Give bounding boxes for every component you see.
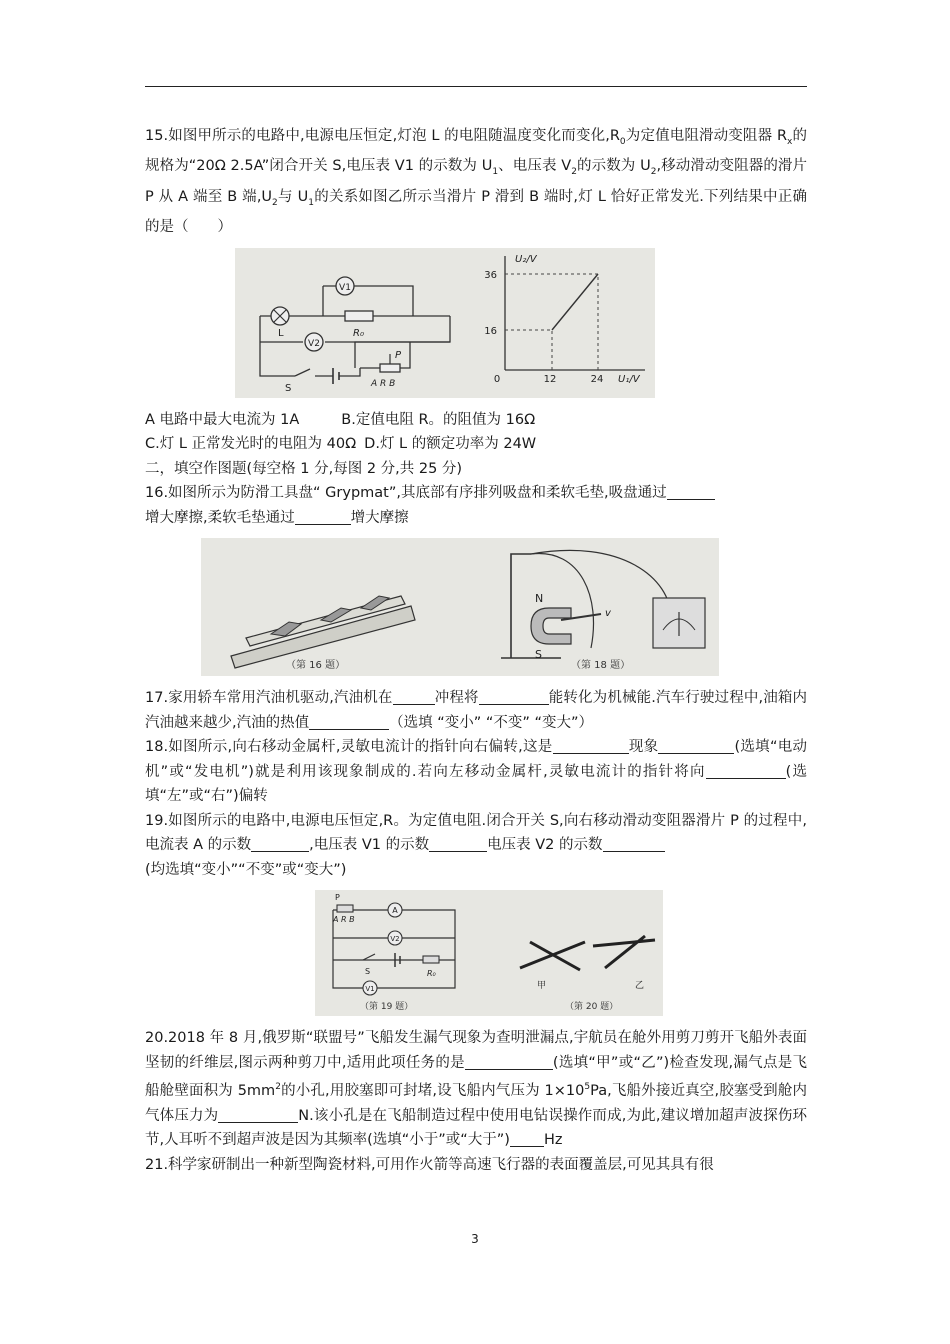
- v2-label: V2: [308, 338, 320, 349]
- rheostat-19-icon: [337, 905, 353, 912]
- guide-16-12: [505, 330, 552, 370]
- blank-18-1[interactable]: [553, 736, 629, 754]
- question-18: 18.如图所示,向右移动金属杆,灵敏电流计的指针向右偏转,这是 现象 (选填“电动机”或“发电机”)就是利用该现象制成的.若向左移动金属杆,灵敏电流计的指针将向 (选填“左”或“右”)偏转: [145, 735, 807, 809]
- r0-label: R₀: [353, 327, 364, 339]
- blank-16-1[interactable]: [667, 482, 715, 500]
- arb-label: A R B: [371, 378, 396, 389]
- blank-20-3[interactable]: [510, 1129, 544, 1147]
- q15-options-row-2: [145, 432, 807, 457]
- option-d: D.灯 L 的额定功率为 24W: [364, 436, 537, 453]
- lamp-label: L: [278, 327, 284, 339]
- option-c: C.灯 L 正常发光时的电阻为 40Ω: [145, 436, 357, 453]
- blank-20-1[interactable]: [465, 1052, 553, 1070]
- caption-19: （第 19 题）: [360, 1002, 414, 1013]
- x-tick-12: 12: [543, 373, 557, 385]
- y-tick-36: 36: [484, 269, 497, 281]
- figure-19-20-svg: [315, 890, 663, 1016]
- question-16: 16.如图所示为防滑工具盘“ Grypmat”,其底部有序排列吸盘和柔软毛垫,吸盘通过 增大摩擦,柔软毛垫通过 增大摩擦: [145, 481, 807, 530]
- resistor-r0-icon: [345, 311, 373, 321]
- velocity-label: v: [605, 608, 611, 620]
- switch-label: S: [285, 382, 292, 394]
- question-19: 19.如图所示的电路中,电源电压恒定,R。为定值电阻.闭合开关 S,向右移动滑动变阻器滑片 P 的过程中,电流表 A 的示数 ,电压表 V1 的示数 电压表 V2 的示数 (均选填“变小”“不变”或“变大”): [145, 812, 807, 878]
- page-content: [145, 124, 807, 1177]
- x-tick-0: 0: [493, 373, 501, 385]
- resistor-19-r0-icon: [423, 956, 439, 963]
- figure-16-18-svg: [201, 538, 719, 676]
- v1-label: V1: [339, 282, 351, 293]
- p-label: P: [395, 349, 402, 361]
- figure-15-svg: [235, 248, 655, 398]
- section-2-heading: 二，填空作图题(每空格 1 分,每图 2 分,共 25 分): [145, 460, 463, 477]
- blank-17-2[interactable]: [479, 687, 549, 705]
- blank-19-3[interactable]: [603, 834, 665, 852]
- scissors-jia-icon: [520, 942, 585, 970]
- question-17: 17.家用轿车常用汽油机驱动,汽油机在 冲程将 能转化为机械能.汽车行驶过程中,油箱内汽油越来越少,汽油的热值 （选填 “变小” “不变” “变大”）: [145, 686, 807, 735]
- u-magnet-icon: [531, 608, 571, 644]
- scissors-yi-label: 乙: [635, 981, 645, 992]
- caption-16: （第 16 题）: [286, 660, 346, 672]
- x-axis-label: U₁/V: [618, 373, 640, 385]
- ammeter-label: A: [392, 906, 398, 916]
- r0-19-label: R₀: [427, 969, 436, 979]
- blank-20-2[interactable]: [218, 1105, 298, 1123]
- question-21: 21.科学家研制出一种新型陶瓷材料,可用作火箭等高速飞行器的表面覆盖层,可见其具有很: [145, 1156, 714, 1173]
- scissors-yi-icon: [593, 936, 655, 968]
- y-tick-16: 16: [484, 325, 497, 337]
- rheostat-icon: [380, 364, 400, 372]
- caption-18: （第 18 题）: [571, 660, 631, 672]
- page-number: 3: [471, 1232, 479, 1246]
- scissors-jia-label: 甲: [537, 981, 547, 992]
- magnet-s-label: S: [535, 648, 542, 662]
- v2-19-label: V2: [390, 935, 400, 944]
- question-20: 20.2018 年 8 月,俄罗斯“联盟号”飞船发生漏气现象为查明泄漏点,宇航员在舱外用剪刀剪开飞船外表面坚韧的纤维层,图示两种剪刀中,适用此项任务的是 (选填“甲”或“乙”)检查发现,漏气点是飞船舱壁面积为 $5mm^2$的小孔,用胶塞即可封堵,设飞船内气压为 $1\times 10^5Pa$,飞船外接近真空,胶塞受到舱内气体压力为 N.该小孔是在飞船制造过程中使用电钻误操作而成,为此,建议增加超声波探伤环节,人耳听不到超声波是因为其频率(选填“小于”或“大于”) Hz: [145, 1030, 808, 1148]
- arb19-label: A R B: [333, 915, 355, 925]
- blank-17-1[interactable]: [393, 687, 435, 705]
- chart-yi: [484, 254, 645, 385]
- blank-18-3[interactable]: [706, 761, 786, 779]
- series-line: [552, 274, 598, 330]
- figure-19-20: [315, 890, 663, 1016]
- caption-20: （第 20 题）: [565, 1002, 619, 1013]
- magnet-n-label: N: [535, 592, 544, 606]
- figure-16-18: [201, 538, 719, 676]
- blank-17-3[interactable]: [309, 712, 389, 730]
- x-tick-24: 24: [590, 373, 604, 385]
- v1-19-label: V1: [365, 985, 375, 994]
- s19-label: S: [365, 967, 371, 977]
- blank-18-2[interactable]: [658, 736, 734, 754]
- blank-16-2[interactable]: [295, 507, 351, 525]
- option-a: A 电路中最大电流为 1A: [145, 411, 300, 428]
- blank-19-1[interactable]: [251, 834, 309, 852]
- blank-19-2[interactable]: [429, 834, 487, 852]
- y-axis-label: U₂/V: [515, 253, 537, 265]
- header-rule: [145, 86, 807, 87]
- p19-label: P: [335, 893, 340, 903]
- switch-19-icon: [363, 954, 375, 960]
- option-b: B.定值电阻 R。的阻值为 16Ω: [341, 411, 536, 428]
- question-15: 15.如图甲所示的电路中,电源电压恒定,灯泡 L 的电阻随温度变化而变化$,R_0$为定值电阻滑动变阻器 $R_x$的规格为“20Ω 2.5A”闭合开关 S,电压表 V1 的示数为 $U_1$、电压表 $V_2$的示数为 $U_2$,移动滑动变阻器的滑片 P 从 A 端至 B 端$,U_2$与 $U_1$的关系如图乙所示当滑片 P 滑到 B 端时,灯 L 恰好正常发光.下列结果中正确的是（ ）: [145, 128, 808, 236]
- figure-15: [235, 248, 655, 398]
- switch-icon: [295, 369, 310, 376]
- q15-options-row-1: [145, 408, 807, 433]
- battery-icon: [333, 368, 339, 384]
